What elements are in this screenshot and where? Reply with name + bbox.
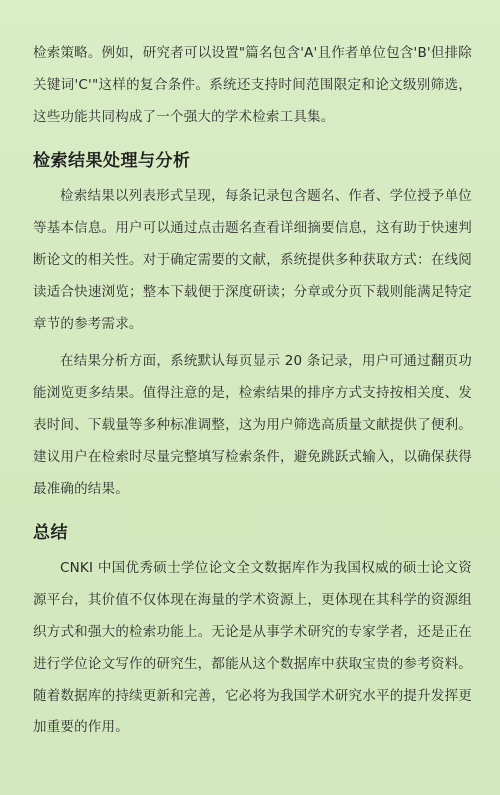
paragraph-result-list: 检索结果以列表形式呈现，每条记录包含题名、作者、学位授予单位等基本信息。用户可以通过点击题名查看详细摘要信息，这有助于快速判断论文的相关性。对于确定需要的文献，系统提供多种获取方式：在线阅读适合快速浏览；整本下载便于深度研读；分章或分页下载则能满足特定章节的参考需求。: [33, 188, 472, 332]
section-result-processing: [33, 146, 472, 505]
section-summary: [33, 518, 472, 744]
paragraph-result-analysis: 在结果分析方面，系统默认每页显示 20 条记录，用户可通过翻页功能浏览更多结果。值得注意的是，检索结果的排序方式支持按相关度、发表时间、下载量等多种标准调整，这为用户筛选高质量文献提供了便利。建议用户在检索时尽量完整填写检索条件，避免跳跃式输入，以确保获得最准确的结果。: [33, 353, 472, 497]
section-heading-summary: 总结: [33, 523, 68, 544]
intro-paragraph: 检索策略。例如，研究者可以设置"篇名包含'A'且作者单位包含'B'但排除关键词'C'"这样的复合条件。系统还支持时间范围限定和论文级别筛选，这些功能共同构成了一个强大的学术检索工具集。: [33, 45, 472, 125]
paragraph-summary: CNKI 中国优秀硕士学位论文全文数据库作为我国权威的硕士论文资源平台，其价值不仅体现在海量的学术资源上，更体现在其科学的资源组织方式和强大的检索功能上。无论是从事学术研究的专家学者，还是正在进行学位论文写作的研究生，都能从这个数据库中获取宝贵的参考资料。随着数据库的持续更新和完善，它必将为我国学术研究水平的提升发挥更加重要的作用。: [33, 560, 472, 736]
section-heading-result-processing: 检索结果处理与分析: [33, 151, 191, 172]
